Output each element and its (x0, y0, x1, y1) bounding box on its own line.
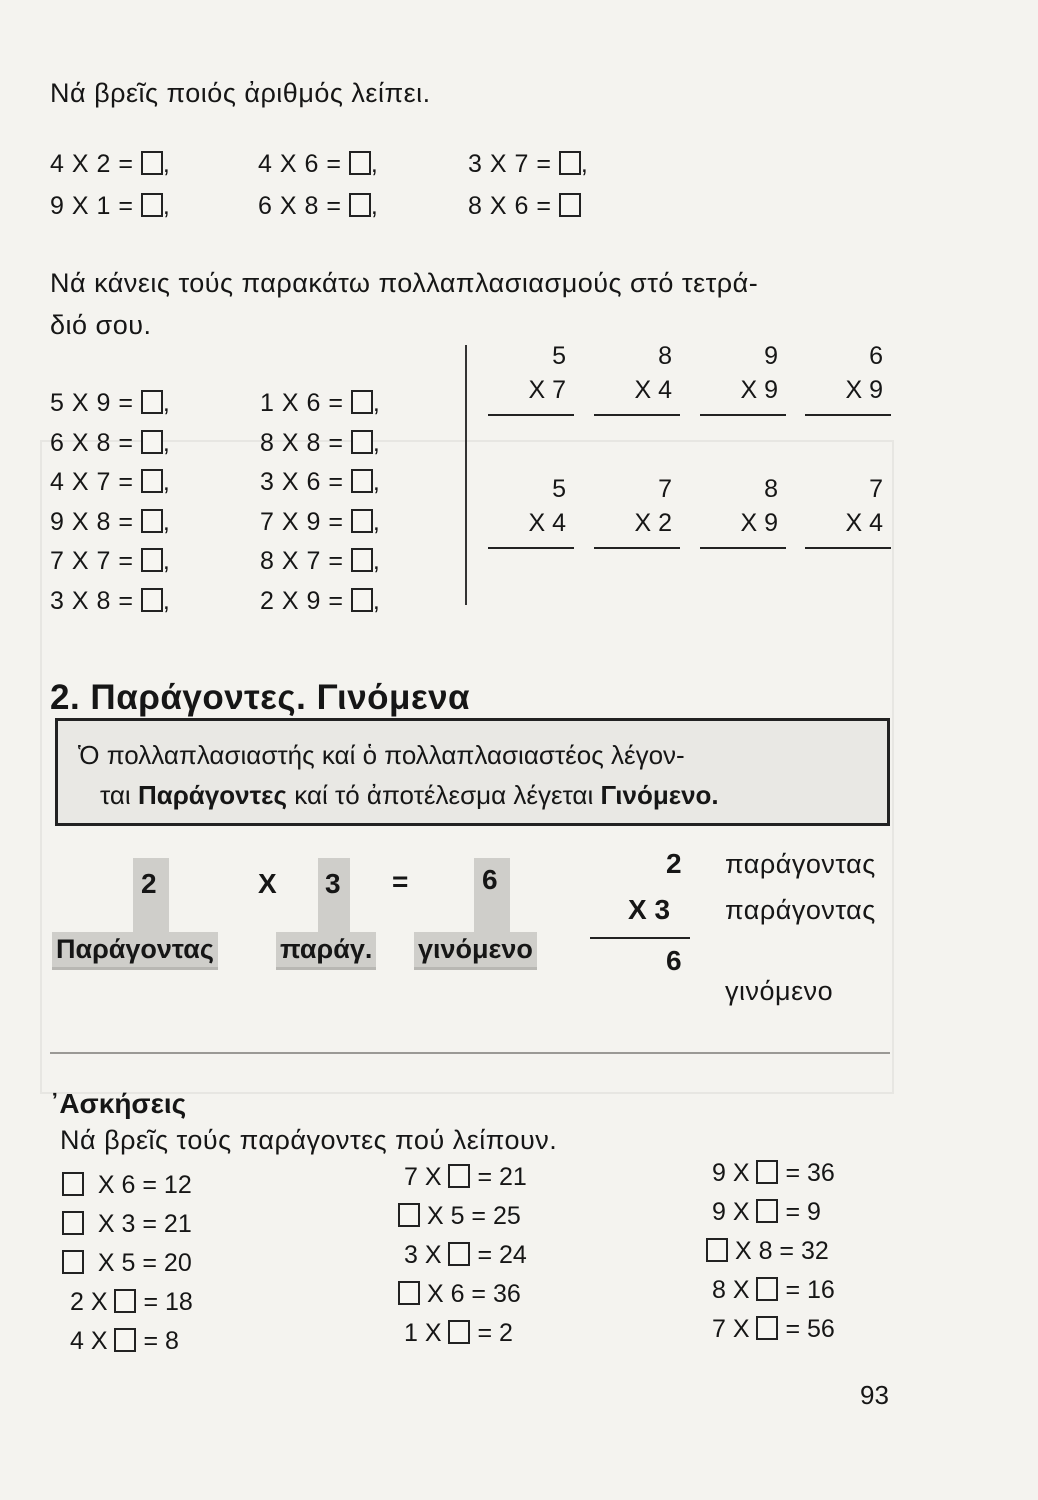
exercise-left: 9 Χ (712, 1159, 750, 1187)
notebook-instruction-line-1: Νά κάνεις τούς παρακάτω πολλαπλασιασμούς στό τετρά- (50, 268, 759, 298)
exercise-equation: Χ 5 = 20 (97, 1249, 192, 1277)
answer-line[interactable] (488, 547, 574, 549)
exercise-right: = 24 (477, 1241, 527, 1269)
answer-box[interactable] (756, 1277, 778, 1301)
exercise-row (398, 1158, 527, 1197)
exercise-right: = 16 (785, 1276, 835, 1304)
definition-box (55, 718, 890, 826)
mult-row: 3 Χ 6 = , (260, 468, 381, 496)
multiplicand: 8 (764, 475, 778, 503)
exercise-row (706, 1193, 835, 1232)
exercise-row (62, 1322, 193, 1361)
mult-row: 6 Χ 8 = , (50, 428, 171, 457)
equation: 4 Χ 7 = (50, 468, 134, 496)
definition-line-1: Ὁ πολλαπλασιαστής καί ὁ πολλαπλασιαστέος λέγον- (78, 740, 685, 770)
missing-number-row-2b: 6 Χ 8 = , (258, 192, 379, 220)
answer-line[interactable] (488, 414, 574, 416)
multiplier: Χ 7 (528, 376, 566, 404)
mult-row: 5 Χ 9 = , (50, 389, 171, 417)
vertical-label-factor-2: παράγοντας (725, 895, 876, 925)
answer-box[interactable] (349, 193, 371, 217)
section-heading: 2. Παράγοντες. Γινόμενα (50, 678, 471, 717)
mult-row: 7 Χ 7 = , (50, 547, 171, 575)
answer-box[interactable] (559, 193, 581, 217)
exercise-right: = 56 (785, 1315, 835, 1343)
answer-box[interactable] (351, 430, 373, 454)
exercise-row (398, 1197, 527, 1236)
equation: 9 Χ 1 = (50, 192, 134, 220)
exercise-equation: Χ 3 = 21 (97, 1210, 192, 1238)
equation: 4 Χ 2 = (50, 150, 134, 178)
vertical-mult (805, 342, 891, 416)
answer-box[interactable] (141, 193, 163, 217)
answer-box[interactable] (114, 1289, 136, 1313)
exercise-row (62, 1205, 193, 1244)
vertical-mult (594, 475, 680, 549)
multiplicand: 8 (658, 342, 672, 370)
exercise-column-1 (62, 1166, 193, 1361)
exercise-equation: Χ 8 = 32 (734, 1237, 829, 1265)
multiplicand: 5 (552, 342, 566, 370)
definition-text: καί τό ἀποτέλεσμα λέγεται (287, 780, 601, 810)
equation: 7 Χ 9 = (260, 507, 344, 536)
multiplier: Χ 9 (740, 509, 778, 537)
notebook-instruction-line-2: διό σου. (50, 310, 152, 340)
multiplicand: 5 (552, 475, 566, 503)
mult-row: 2 Χ 9 = , (260, 586, 381, 615)
answer-line[interactable] (805, 547, 891, 549)
example-factor-a: 2 (141, 868, 157, 899)
exercises-title: ᾿Ασκήσεις (50, 1088, 187, 1119)
example-times-sign: Χ (258, 868, 277, 899)
answer-box[interactable] (351, 390, 373, 414)
vertical-mult (805, 475, 891, 549)
exercise-right: = 2 (477, 1319, 513, 1347)
answer-line[interactable] (594, 547, 680, 549)
exercise-row (62, 1166, 193, 1205)
horizontal-mult-col-2 (260, 384, 380, 621)
answer-box[interactable] (351, 588, 373, 612)
vertical-example-result: 6 (666, 945, 682, 976)
equation: 3 Χ 8 = (50, 586, 134, 615)
answer-box[interactable] (141, 469, 163, 493)
answer-box[interactable] (114, 1328, 136, 1352)
example-product: 6 (482, 864, 498, 895)
answer-box[interactable] (559, 151, 581, 175)
multiplicand: 7 (869, 475, 883, 503)
intro-instruction: Νά βρεῖς ποιός ἀριθμός λείπει. (50, 78, 431, 108)
answer-box[interactable] (141, 151, 163, 175)
definition-line-2 (78, 775, 887, 815)
label-factor-short: παράγ. (276, 932, 376, 970)
multiplier: Χ 4 (634, 376, 672, 404)
exercise-row (706, 1271, 835, 1310)
exercise-right: = 18 (143, 1288, 193, 1316)
answer-box[interactable] (448, 1320, 470, 1344)
multiplier: Χ 4 (845, 509, 883, 537)
answer-box[interactable] (398, 1203, 420, 1227)
definition-text: ται (100, 780, 138, 810)
vertical-label-factor-1: παράγοντας (725, 849, 876, 879)
equation: 3 Χ 6 = (260, 468, 344, 496)
exercise-left: 8 Χ (712, 1276, 750, 1304)
missing-number-row-1b: 4 Χ 6 = , (258, 150, 379, 178)
divider-rule (50, 1052, 890, 1054)
mult-row: 8 Χ 7 = , (260, 547, 381, 575)
multiplier: Χ 4 (528, 509, 566, 537)
vertical-example-bottom: Χ 3 (628, 894, 671, 925)
answer-box[interactable] (756, 1316, 778, 1340)
vertical-label-product: γινόμενο (725, 976, 834, 1006)
example-equals-sign: = (392, 866, 409, 897)
exercise-row (398, 1236, 527, 1275)
multiplicand: 7 (658, 475, 672, 503)
missing-number-row-2: 9 Χ 1 = , (50, 192, 171, 220)
exercise-equation: Χ 6 = 12 (97, 1171, 192, 1199)
answer-line[interactable] (805, 414, 891, 416)
label-factor: Παράγοντας (52, 932, 218, 970)
equation: 4 Χ 6 = (258, 150, 342, 178)
exercise-left: 4 Χ (70, 1327, 108, 1355)
answer-box[interactable] (351, 469, 373, 493)
exercise-row (706, 1154, 835, 1193)
missing-number-row-1: 4 Χ 2 = , (50, 150, 171, 178)
exercise-right: = 8 (143, 1327, 179, 1355)
vertical-example-line (590, 937, 690, 939)
answer-box[interactable] (62, 1172, 84, 1196)
vertical-example-top: 2 (666, 848, 682, 879)
equation: 3 Χ 7 = (468, 150, 552, 178)
vertical-mult (488, 475, 574, 549)
exercise-row (706, 1232, 835, 1271)
vertical-mult (700, 342, 786, 416)
missing-number-row-2c (468, 192, 581, 221)
exercise-left: 9 Χ (712, 1198, 750, 1226)
answer-box[interactable] (141, 588, 163, 612)
mult-row: 3 Χ 8 = , (50, 586, 171, 615)
vertical-mult (488, 342, 574, 416)
exercise-column-3 (706, 1154, 835, 1349)
exercise-row (398, 1275, 527, 1314)
mult-row: 9 Χ 8 = , (50, 507, 171, 536)
answer-box[interactable] (756, 1199, 778, 1223)
equation: 8 Χ 7 = (260, 547, 344, 575)
mult-row: 1 Χ 6 = , (260, 389, 381, 417)
mult-row: 8 Χ 8 = , (260, 428, 381, 457)
equation: 7 Χ 7 = (50, 547, 134, 575)
horizontal-mult-col-1 (50, 384, 170, 621)
exercise-row (398, 1314, 527, 1353)
answer-box[interactable] (448, 1164, 470, 1188)
vertical-mult (594, 342, 680, 416)
exercise-right: = 9 (785, 1198, 821, 1226)
missing-number-row-1c: 3 Χ 7 = , (468, 150, 589, 178)
exercise-left: 1 Χ (404, 1319, 442, 1347)
label-product: γινόμενο (414, 932, 537, 970)
exercise-left: 7 Χ (404, 1163, 442, 1191)
term-product: Γινόμενο. (600, 780, 719, 810)
answer-box[interactable] (141, 390, 163, 414)
multiplier: Χ 9 (740, 376, 778, 404)
answer-box[interactable] (141, 548, 163, 572)
exercise-left: 7 Χ (712, 1315, 750, 1343)
exercise-equation: Χ 6 = 36 (426, 1280, 521, 1308)
exercise-right: = 36 (785, 1159, 835, 1187)
answer-box[interactable] (141, 509, 163, 533)
answer-line[interactable] (700, 547, 786, 549)
answer-box[interactable] (62, 1211, 84, 1235)
vertical-mult (700, 475, 786, 549)
equation: 1 Χ 6 = (260, 389, 344, 417)
exercise-left: 3 Χ (404, 1241, 442, 1269)
term-factors: Παράγοντες (137, 780, 288, 810)
example-factor-b: 3 (325, 868, 341, 899)
answer-box[interactable] (141, 430, 163, 454)
equation: 8 Χ 6 = (468, 192, 552, 220)
answer-box[interactable] (706, 1238, 728, 1262)
equation: 6 Χ 8 = (50, 428, 134, 457)
exercise-row (62, 1244, 193, 1283)
equation: 6 Χ 8 = (258, 192, 342, 220)
equation: 5 Χ 9 = (50, 389, 134, 417)
mult-row: 7 Χ 9 = , (260, 507, 381, 536)
answer-box[interactable] (351, 548, 373, 572)
equation: 9 Χ 8 = (50, 507, 134, 536)
multiplicand: 6 (869, 342, 883, 370)
multiplier: Χ 2 (634, 509, 672, 537)
exercise-left: 2 Χ (70, 1288, 108, 1316)
answer-box[interactable] (62, 1250, 84, 1274)
answer-line[interactable] (594, 414, 680, 416)
mult-row: 4 Χ 7 = , (50, 468, 171, 496)
exercises-instruction: Νά βρεῖς τούς παράγοντες πού λείπουν. (60, 1125, 558, 1155)
equation: 2 Χ 9 = (260, 586, 344, 615)
column-divider (465, 345, 467, 605)
answer-box[interactable] (448, 1242, 470, 1266)
exercise-row (62, 1283, 193, 1322)
answer-box[interactable] (398, 1281, 420, 1305)
exercise-column-2 (398, 1158, 527, 1353)
exercise-equation: Χ 5 = 25 (426, 1202, 521, 1230)
page-number: 93 (860, 1380, 889, 1410)
exercise-row (706, 1310, 835, 1349)
answer-box[interactable] (349, 151, 371, 175)
multiplicand: 9 (764, 342, 778, 370)
answer-box[interactable] (351, 509, 373, 533)
multiplier: Χ 9 (845, 376, 883, 404)
answer-box[interactable] (756, 1160, 778, 1184)
exercise-right: = 21 (477, 1163, 527, 1191)
equation: 8 Χ 8 = (260, 428, 344, 457)
answer-line[interactable] (700, 414, 786, 416)
